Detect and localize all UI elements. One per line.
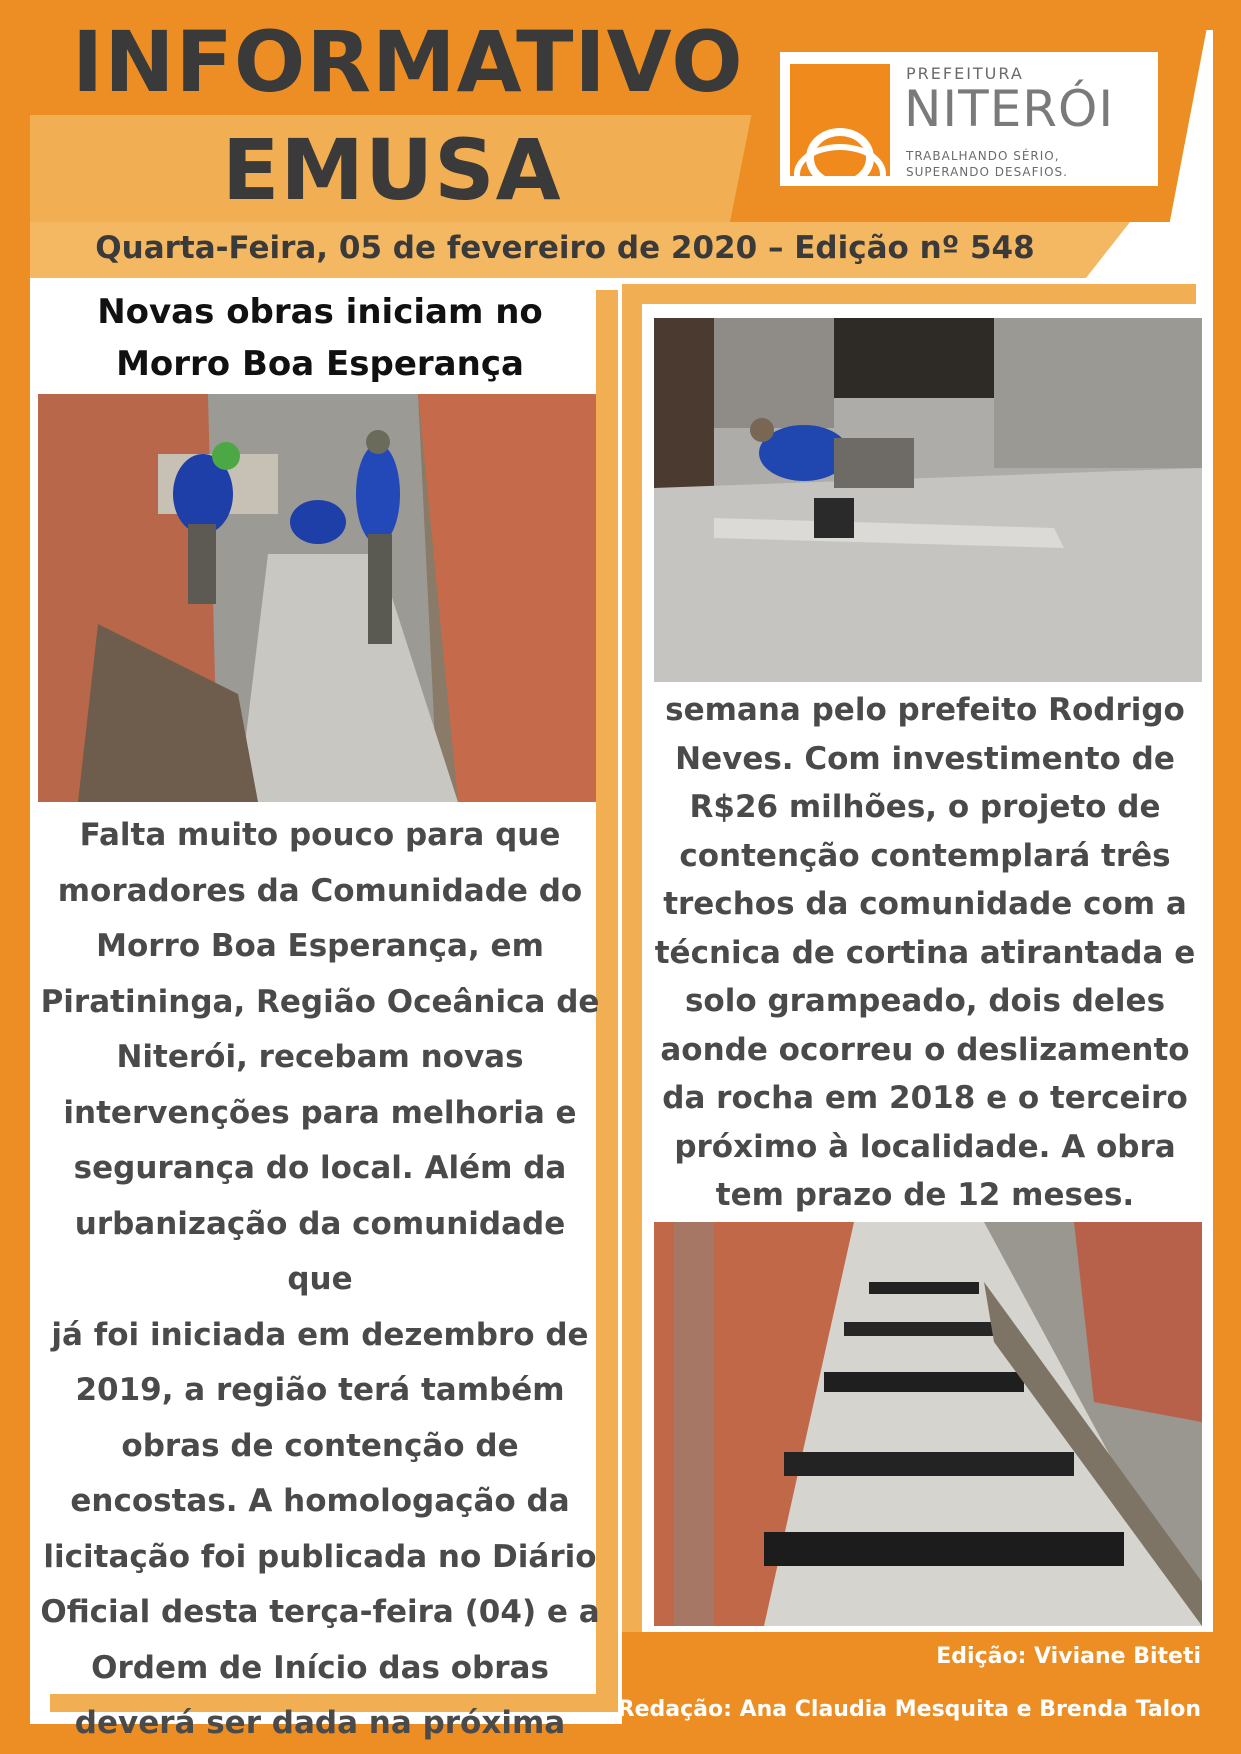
newsletter-title-line1: INFORMATIVO: [72, 13, 744, 111]
niteroi-emblem-icon: [790, 64, 890, 176]
logo-name: NITERÓI: [904, 80, 1115, 138]
body-left-line: intervenções para melhoria e: [63, 1094, 577, 1131]
logo-prefix: PREFEITURA: [906, 64, 1024, 83]
logo-slogan-line2: SUPERANDO DESAFIOS.: [906, 165, 1068, 179]
body-left-line: licitação foi publicada no Diário: [43, 1538, 597, 1575]
body-right-line: tem prazo de 12 meses.: [715, 1177, 1135, 1213]
credit-writing: Redação: Ana Claudia Mesquita e Brenda Talon: [617, 1697, 1201, 1722]
photo-workers-alley: [38, 394, 596, 802]
logo-slogan: [906, 148, 1068, 180]
article-body-left: [40, 808, 600, 1752]
page-border-left: [0, 0, 30, 1754]
body-left-line: Niterói, recebam novas: [116, 1039, 524, 1075]
body-left-line: Oficial desta terça-feira (04) e a: [40, 1594, 600, 1630]
photo-concrete-steps: [654, 1222, 1202, 1626]
credit-edition: Edição: Viviane Biteti: [936, 1644, 1201, 1669]
right-column-top-bar: [622, 284, 1196, 304]
article-headline: [40, 286, 600, 390]
body-left-line: encostas. A homologação da: [70, 1483, 570, 1519]
body-right-line: aonde ocorreu o deslizamento: [660, 1031, 1190, 1068]
body-left-line: já foi iniciada em dezembro de: [51, 1316, 589, 1353]
body-left-line: segurança do local. Além da: [73, 1150, 567, 1186]
body-right-line: Neves. Com investimento de: [675, 740, 1175, 777]
body-left-line: Ordem de Início das obras: [91, 1649, 549, 1686]
newsletter-title-line2: EMUSA: [222, 121, 562, 219]
body-right-line: R$26 milhões, o projeto de: [689, 789, 1161, 825]
body-left-line: Morro Boa Esperança, em: [96, 928, 544, 964]
body-left-line: urbanização da comunidade que: [74, 1205, 566, 1297]
logo-slogan-line1: TRABALHANDO SÉRIO,: [906, 149, 1060, 163]
body-left-line: obras de contenção de: [121, 1427, 519, 1464]
prefeitura-logo: [780, 52, 1158, 186]
body-right-line: próximo à localidade. A obra: [674, 1128, 1176, 1165]
body-right-line: trechos da comunidade com a: [663, 886, 1187, 922]
body-right-line: da rocha em 2018 e o terceiro: [662, 1080, 1188, 1116]
body-left-line: 2019, a região terá também: [75, 1372, 565, 1408]
page-border-right: [1213, 0, 1241, 1754]
body-left-line: Falta muito pouco para que: [79, 817, 561, 853]
article-body-right: [650, 686, 1200, 1220]
body-right-line: técnica de cortina atirantada e: [654, 934, 1196, 971]
body-right-line: contenção contemplará três: [679, 837, 1171, 874]
body-left-line: Piratininga, Região Oceânica de: [40, 983, 600, 1020]
body-right-line: solo grampeado, dois deles: [684, 983, 1166, 1019]
date-edition-line: Quarta-Feira, 05 de fevereiro de 2020 – Edição nº 548: [95, 230, 1035, 266]
body-left-line: moradores da Comunidade do: [57, 872, 583, 909]
body-left-line: deverá ser dada na próxima: [74, 1705, 566, 1741]
body-right-line: semana pelo prefeito Rodrigo: [665, 692, 1185, 728]
right-column-left-bar: [622, 284, 642, 1704]
headline-line1: Novas obras iniciam no: [97, 292, 543, 332]
photo-worker-concrete: [654, 318, 1202, 682]
headline-line2: Morro Boa Esperança: [116, 344, 524, 384]
